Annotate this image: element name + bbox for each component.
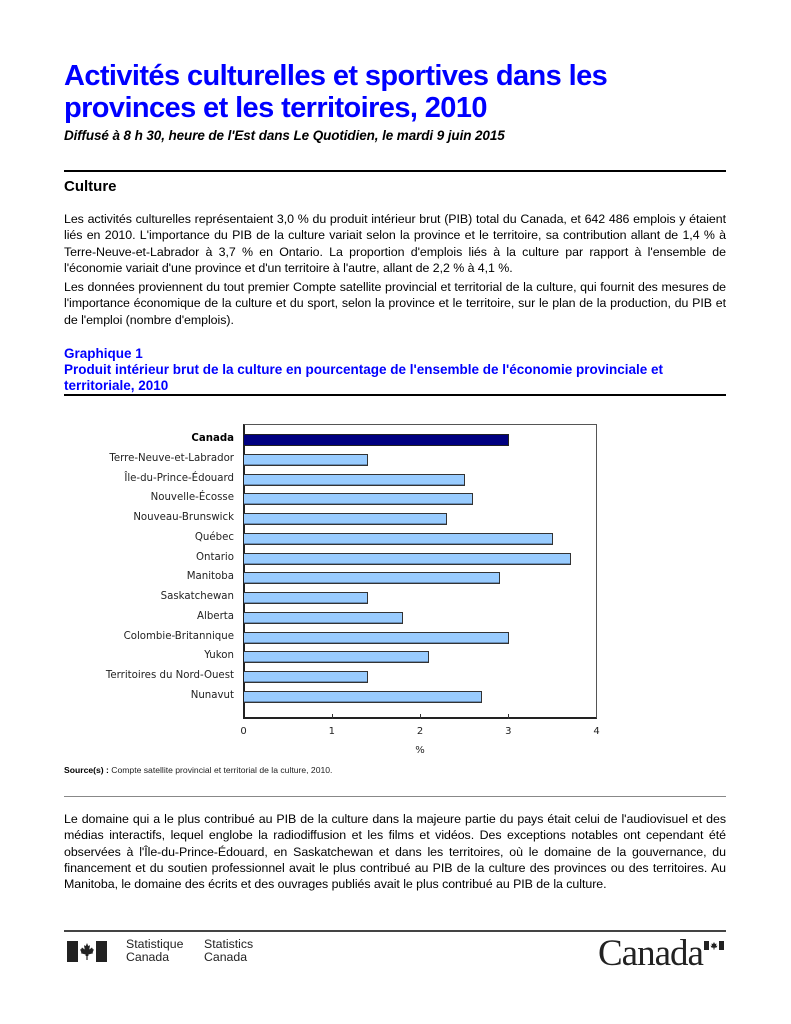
source-text: Compte satellite provincial et territorial de la culture, 2010.	[108, 765, 333, 775]
category-label: Alberta	[197, 610, 234, 622]
category-label: Nouveau-Brunswick	[133, 512, 234, 523]
source-label: Source(s) :	[64, 765, 109, 775]
release-subtitle: Diffusé à 8 h 30, heure de l'Est dans Le Quotidien, le mardi 9 juin 2015	[64, 128, 505, 143]
category-label: Nouvelle-Écosse	[150, 492, 234, 504]
agency-name-en: Statistics Canada	[204, 937, 254, 964]
category-label: Ontario	[196, 551, 234, 563]
wordmark-flag-icon	[704, 941, 724, 950]
bar-7	[244, 572, 500, 584]
category-label: Terre-Neuve-et-Labrador	[109, 452, 234, 464]
x-axis-tick-label: 4	[593, 726, 600, 737]
bar-5	[244, 533, 553, 545]
category-label: Colombie-Britannique	[123, 630, 234, 642]
category-label: Territoires du Nord-Ouest	[105, 670, 234, 681]
category-label: Manitoba	[186, 571, 234, 583]
section-heading: Culture	[64, 178, 117, 195]
x-axis-title: %	[415, 745, 425, 756]
agency-name-fr: Statistique Canada	[126, 937, 184, 964]
bar-0	[244, 434, 509, 446]
category-label: Île-du-Prince-Édouard	[124, 472, 234, 484]
graph-number: Graphique 1	[64, 346, 143, 361]
category-label: Nunavut	[190, 689, 234, 701]
bar-12	[244, 671, 368, 683]
paragraph-domains: Le domaine qui a le plus contribué au PIB de la culture dans la majeure partie du pays était celui de l'audiovisuel et des médias interactifs, lequel englobe la radiodiffusion et les films et vidéos. Des exceptions notables ont cependant été observées à l'Île-du-Prince-Édouard, en Saskatchewan et dans les territoires, où le domaine de la gouvernance, du financement et du soutien professionnel avait le plus contribué au PIB de la culture des provinces ou des territoires. Au Manitoba, le domaine des écrits et des ouvrages publiés avait le plus contribué au PIB de la culture.	[64, 812, 726, 892]
x-axis-tick-label: 1	[328, 726, 335, 737]
x-axis-tick	[332, 714, 333, 719]
graph-title: Produit intérieur brut de la culture en pourcentage de l'ensemble de l'économie provinciale et territoriale, 2010	[64, 362, 664, 393]
canada-flag-icon	[67, 941, 107, 962]
chart-source	[64, 765, 332, 775]
page-title: Activités culturelles et sportives dans les provinces et les territoires, 2010	[64, 60, 608, 124]
bar-1	[244, 454, 368, 466]
category-label: Québec	[194, 531, 234, 543]
category-label: Saskatchewan	[160, 591, 234, 602]
x-axis-tick	[420, 714, 421, 719]
bar-13	[244, 691, 482, 703]
chart-bottom-divider	[64, 796, 726, 797]
footer-divider	[64, 930, 726, 932]
x-axis-tick-label: 0	[240, 726, 247, 737]
bar-9	[244, 612, 403, 624]
graph-divider	[64, 394, 726, 396]
bar-10	[244, 632, 509, 644]
graph-heading	[64, 346, 726, 394]
maple-leaf-icon	[80, 943, 94, 960]
x-axis-tick-label: 3	[505, 726, 512, 737]
x-axis-tick	[508, 714, 509, 719]
paragraph-data-source: Les données proviennent du tout premier Compte satellite provincial et territorial de la culture, qui fournit des mesures de l'importance économique de la culture et du sport, selon la province et le territoire, sur le plan de la production, du PIB et de l'emploi (nombre d'emplois).	[64, 280, 726, 327]
bar-4	[244, 513, 447, 525]
bar-3	[244, 493, 473, 505]
bar-8	[244, 592, 368, 604]
bar-2	[244, 474, 465, 486]
bar-6	[244, 553, 571, 565]
section-divider	[64, 170, 726, 172]
bar-11	[244, 651, 429, 663]
canada-wordmark: Canada	[598, 933, 703, 974]
category-label: Canada	[191, 433, 234, 444]
paragraph-intro: Les activités culturelles représentaient 3,0 % du produit intérieur brut (PIB) total du Canada, et 642 486 emplois y étaient liés en 2010. L'importance du PIB de la culture variait selon la province et le territoire, sa contribution allant de 1,4 % à Terre-Neuve-et-Labrador à 3,7 % en Ontario. La proportion d'emplois liés à la culture par rapport à l'ensemble de l'économie variait d'une province et d'un territoire à l'autre, allant de 2,2 % à 4,1 %.	[64, 212, 726, 275]
category-label: Yukon	[204, 650, 234, 662]
x-axis-tick-label: 2	[416, 726, 424, 737]
